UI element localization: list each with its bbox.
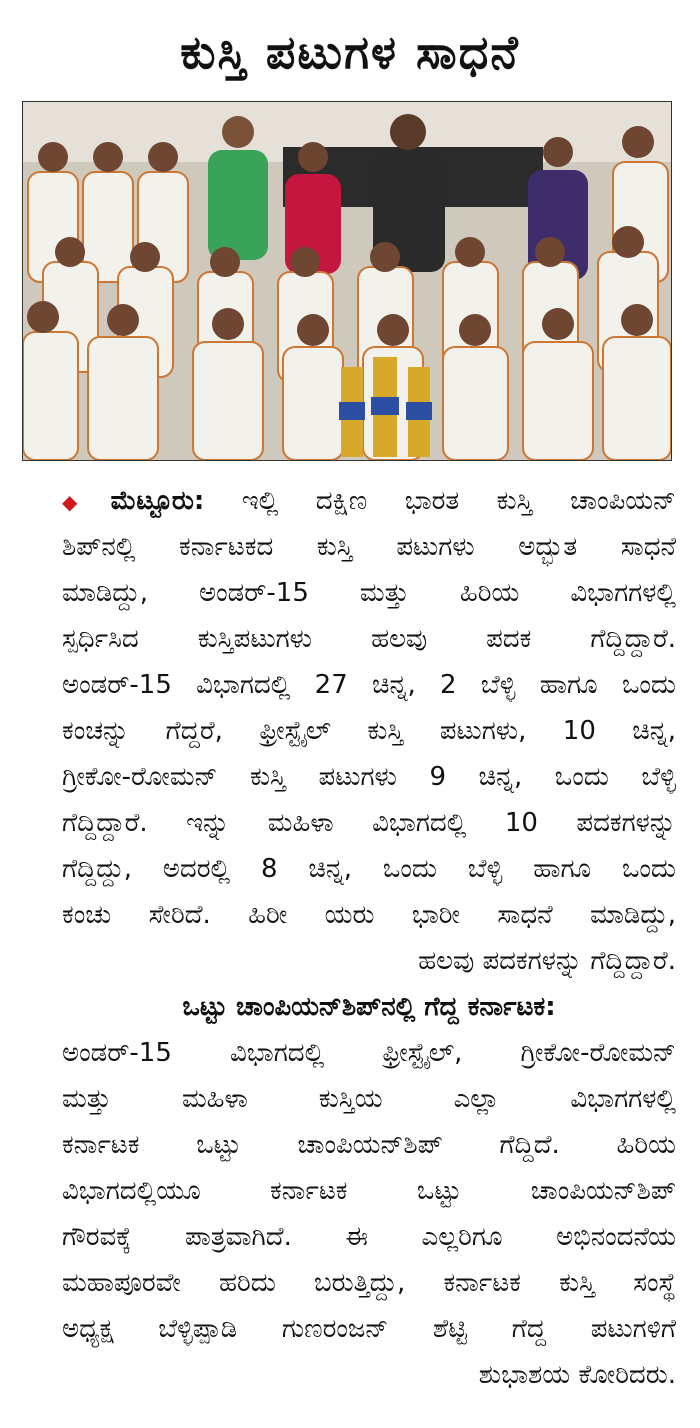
bullet-diamond-icon: ◆ bbox=[62, 490, 107, 514]
team-photo-icon bbox=[23, 102, 671, 460]
article-line: ಕರ್ನಾಟಕ ಒಟ್ಟು ಚಾಂಪಿಯನ್‌ಶಿಪ್ ಗೆದ್ದಿದೆ. ಹಿರಿಯ bbox=[62, 1130, 676, 1160]
subheading: ಒಟ್ಟು ಚಾಂಪಿಯನ್‌ಶಿಪ್‌ನಲ್ಲಿ ಗೆದ್ದ ಕರ್ನಾಟಕ: bbox=[182, 992, 556, 1022]
article-body bbox=[62, 478, 676, 1398]
article-line: ಗ್ರೀಕೋ-ರೋಮನ್ ಕುಸ್ತಿ ಪಟುಗಳು 9 ಚಿನ್ನ, ಒಂದು ಬೆಳ್ಳಿ bbox=[62, 762, 676, 792]
article-line: ಗೌರವಕ್ಕೆ ಪಾತ್ರವಾಗಿದೆ. ಈ ಎಲ್ಲರಿಗೂ ಅಭಿನಂದನೆಯ bbox=[62, 1222, 676, 1252]
headline: ಕುಸ್ತಿ ಪಟುಗಳ ಸಾಧನೆ bbox=[180, 25, 520, 79]
article-line: ಶುಭಾಶಯ ಕೋರಿದರು. bbox=[478, 1360, 676, 1390]
dateline: ಮೆಟ್ಟೂರು: bbox=[110, 486, 205, 516]
article-line: ಗೆದ್ದಿದ್ದು, ಅದರಲ್ಲಿ 8 ಚಿನ್ನ, ಒಂದು ಬೆಳ್ಳಿ ಹಾಗೂ ಒಂದು bbox=[62, 854, 676, 884]
article-line: ಸ್ಪರ್ಧಿಸಿದ ಕುಸ್ತಿಪಟುಗಳು ಹಲವು ಪದಕ ಗೆದ್ದಿದ್ದಾರೆ. bbox=[62, 624, 676, 654]
article-line: ಕಂಚು ಸೇರಿದೆ. ಹಿರೀ ಯರು ಭಾರೀ ಸಾಧನೆ ಮಾಡಿದ್ದು, bbox=[62, 900, 676, 930]
article-line: ಮಾಡಿದ್ದು, ಅಂಡರ್-15 ಮತ್ತು ಹಿರಿಯ ವಿಭಾಗಗಳಲ್ಲಿ bbox=[62, 578, 676, 608]
article-line: ಶಿಪ್‌ನಲ್ಲಿ ಕರ್ನಾಟಕದ ಕುಸ್ತಿ ಪಟುಗಳು ಅದ್ಭುತ ಸಾಧನೆ bbox=[62, 532, 676, 562]
article-line: ಮಹಾಪೂರವೇ ಹರಿದು ಬರುತ್ತಿದ್ದು, ಕರ್ನಾಟಕ ಕುಸ್ತಿ ಸಂಸ್ಥೆ bbox=[62, 1268, 676, 1298]
article-line: ◆ ಮೆಟ್ಟೂರು: ಇಲ್ಲಿ ದಕ್ಷಿಣ ಭಾರತ ಕುಸ್ತಿ ಚಾಂಪಿಯನ್ bbox=[62, 486, 676, 516]
article-line: ಹಲವು ಪದಕಗಳನ್ನು ಗೆದ್ದಿದ್ದಾರೆ. bbox=[418, 946, 676, 976]
article-line: ಅಂಡರ್-15 ವಿಭಾಗದಲ್ಲಿ 27 ಚಿನ್ನ, 2 ಬೆಳ್ಳಿ ಹಾಗೂ ಒಂದು bbox=[62, 670, 676, 700]
team-photo bbox=[22, 101, 672, 461]
article-line: ಗೆದ್ದಿದ್ದಾರೆ. ಇನ್ನು ಮಹಿಳಾ ವಿಭಾಗದಲ್ಲಿ 10 ಪದಕಗಳನ್ನು bbox=[62, 808, 676, 838]
article-line: ಕಂಚನ್ನು ಗೆದ್ದರೆ, ಫ್ರೀಸ್ಟೈಲ್ ಕುಸ್ತಿ ಪಟುಗಳು, 10 ಚಿನ್ನ, bbox=[62, 716, 676, 746]
article-line: ಅಧ್ಯಕ್ಷ ಬೆಳ್ಳಿಪ್ಪಾಡಿ ಗುಣರಂಜನ್ ಶೆಟ್ಟಿ ಗೆದ್ದ ಪಟುಗಳಿಗೆ bbox=[62, 1314, 676, 1344]
article-line: ಅಂಡರ್-15 ವಿಭಾಗದಲ್ಲಿ ಫ್ರೀಸ್ಟೈಲ್, ಗ್ರೀಕೋ-ರೋಮನ್ bbox=[62, 1038, 676, 1068]
article-line: ವಿಭಾಗದಲ್ಲಿಯೂ ಕರ್ನಾಟಕ ಒಟ್ಟು ಚಾಂಪಿಯನ್‌ಶಿಪ್ bbox=[62, 1176, 676, 1206]
article-line: ಮತ್ತು ಮಹಿಳಾ ಕುಸ್ತಿಯ ಎಲ್ಲಾ ವಿಭಾಗಗಳಲ್ಲಿ bbox=[62, 1084, 676, 1114]
